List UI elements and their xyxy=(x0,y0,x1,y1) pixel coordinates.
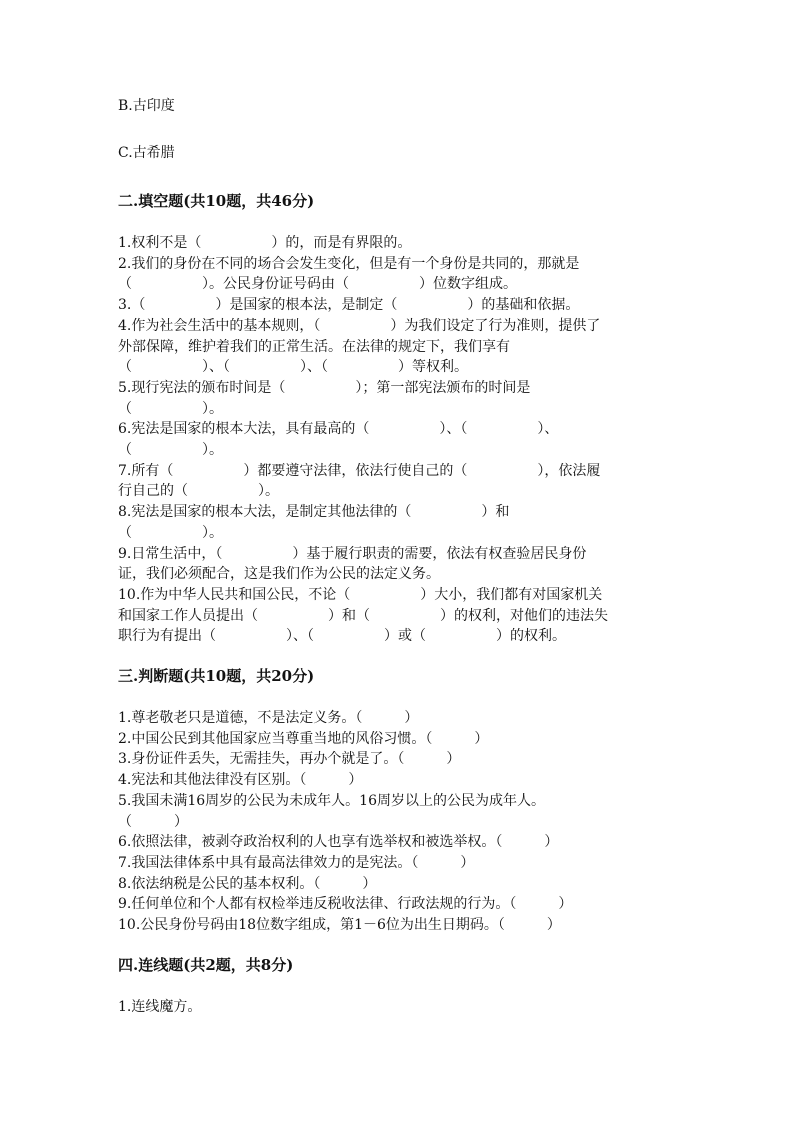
fill-blank-line: （ ）。 xyxy=(118,442,223,459)
fill-blank-line: 和国家工作人员提出（ ）和（ ）的权利，对他们的违法失 xyxy=(118,607,608,624)
fill-blank-line: 1.权利不是（ ）的，而是有界限的。 xyxy=(118,235,412,251)
true-false-line: 1.尊老敬老只是道德，不是法定义务。（ ） xyxy=(118,710,419,727)
true-false-line: 6.依照法律，被剥夺政治权利的人也享有选举权和被选举权。（ ） xyxy=(118,834,559,851)
true-false-line: （ ） xyxy=(118,813,188,830)
fill-blank-line: （ ）。 xyxy=(118,524,223,541)
fill-blank-line: 10.作为中华人民共和国公民，不论（ ）大小，我们都有对国家机关 xyxy=(118,586,603,603)
true-false-line: 10.公民身份号码由18位数字组成，第1－6位为出生日期码。（ ） xyxy=(118,917,561,934)
fill-blank-line: 3.（ ）是国家的根本法，是制定（ ）的基础和依据。 xyxy=(118,297,580,314)
option-c: C.古希腊 xyxy=(118,145,175,161)
fill-blank-line: 行自己的（ ）。 xyxy=(118,483,279,500)
true-false-line: 5.我国未满16周岁的公民为未成年人。16周岁以上的公民为成年人。 xyxy=(118,792,545,809)
true-false-line: 9.任何单位和个人都有权检举违反税收法律、行政法规的行为。（ ） xyxy=(118,896,573,913)
fill-blank-line: 4.作为社会生活中的基本规则，（ ）为我们设定了行为准则，提供了 xyxy=(118,317,601,334)
fill-blank-list xyxy=(118,233,678,647)
fill-blank-line: 证，我们必须配合，这是我们作为公民的法定义务。 xyxy=(118,566,440,583)
matching-line: 1.连线魔方。 xyxy=(118,998,202,1015)
option-b: B.古印度 xyxy=(118,98,175,114)
document-page xyxy=(118,96,678,1037)
true-false-line: 8.依法纳税是公民的基本权利。（ ） xyxy=(118,875,377,892)
fill-blank-line: （ ）、（ ）、（ ）等权利。 xyxy=(118,359,468,376)
true-false-line: 3.身份证件丢失，无需挂失，再办个就是了。（ ） xyxy=(118,751,461,768)
section-true-false-title: 三.判断题(共10题，共20分) xyxy=(118,667,315,686)
fill-blank-line: 6.宪法是国家的根本大法，具有最高的（ ）、（ ）、 xyxy=(118,421,559,438)
fill-blank-line: 职行为有提出（ ）、（ ）或（ ）的权利。 xyxy=(118,628,566,645)
true-false-line: 7.我国法律体系中具有最高法律效力的是宪法。（ ） xyxy=(118,854,475,871)
section-fill-blank-title: 二.填空题(共10题，共46分) xyxy=(118,192,315,210)
fill-blank-line: 2.我们的身份在不同的场合会发生变化，但是有一个身份是共同的，那就是 xyxy=(118,255,580,272)
fill-blank-line: 5.现行宪法的颁布时间是（ ）；第一部宪法颁布的时间是 xyxy=(118,379,531,396)
fill-blank-line: 7.所有（ ）都要遵守法律，依法行使自己的（ ），依法履 xyxy=(118,462,601,479)
section-matching-title: 四.连线题(共2题，共8分) xyxy=(118,955,294,974)
fill-blank-line: 9.日常生活中，（ ）基于履行职责的需要，依法有权查验居民身份 xyxy=(118,545,587,562)
true-false-line: 4.宪法和其他法律没有区别。（ ） xyxy=(118,772,363,789)
fill-blank-line: （ ）。 xyxy=(118,400,223,417)
matching-list xyxy=(118,997,678,1018)
true-false-line: 2.中国公民到其他国家应当尊重当地的风俗习惯。（ ） xyxy=(118,730,489,747)
fill-blank-line: 8.宪法是国家的根本大法，是制定其他法律的（ ）和 xyxy=(118,504,510,521)
fill-blank-line: （ ）。公民身份证号码由（ ）位数字组成。 xyxy=(118,276,517,293)
fill-blank-line: 外部保障，维护着我们的正常生活。在法律的规定下，我们享有 xyxy=(118,338,510,355)
true-false-list xyxy=(118,708,678,936)
